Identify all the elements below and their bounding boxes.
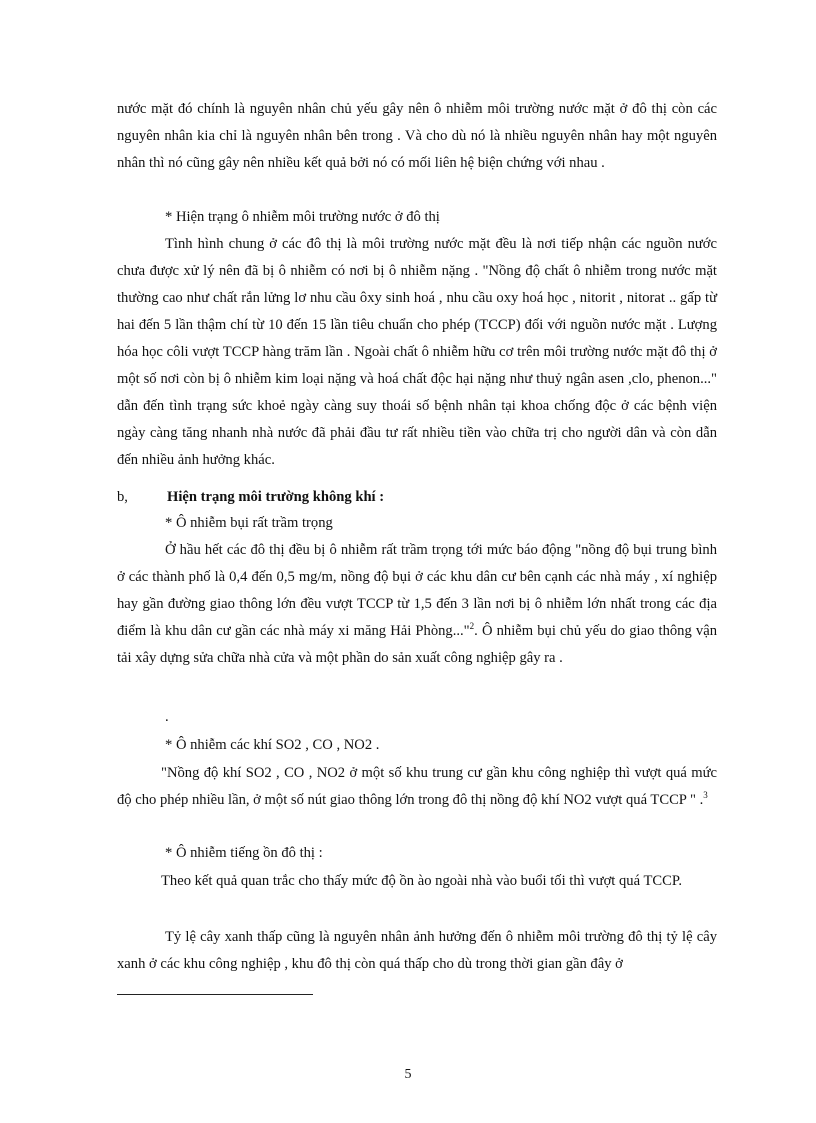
- heading-water-pollution: [117, 204, 717, 231]
- heading-text: * Ô nhiễm các khí SO2 , CO , NO2 .: [165, 737, 380, 753]
- paragraph-text: Theo kết quả quan trắc cho thấy mức độ ồn ào ngoài nhà vào buổi tối thì vượt quá TCCP.: [161, 873, 682, 889]
- paragraph-water-status: [117, 231, 717, 474]
- paragraph-gas: [117, 760, 717, 814]
- heading-noise: [117, 840, 717, 867]
- heading-text: * Ô nhiễm bụi rất trầm trọng: [165, 515, 333, 531]
- footnote-divider: [117, 994, 313, 995]
- heading-gas: [117, 732, 717, 759]
- paragraph-dust: [117, 537, 717, 672]
- paragraph-greenery: [117, 924, 717, 978]
- section-b-heading: [117, 484, 717, 511]
- paragraph-text-tail: . Ô nhiễm bụi chủ yếu do giao thông vận tải xây dựng sửa chữa nhà cửa và một phần do sản xuất công nghiệp gây ra .: [117, 623, 717, 666]
- paragraph-text: "Nồng độ khí SO2 , CO , NO2 ở một số khu trung cư gần khu công nghiệp thì vượt quá mức độ cho phép nhiều lần, ở một số nút giao thông lớn trong đô thị nồng độ khí NO2 vượt quá TCCP " .: [117, 765, 717, 808]
- heading-text: * Ô nhiễm tiếng ồn đô thị :: [165, 845, 323, 861]
- page-number: 5: [404, 1067, 412, 1082]
- stray-dot: .: [165, 709, 169, 725]
- section-label: b,: [117, 489, 128, 505]
- paragraph-text: Ở hầu hết các đô thị đều bị ô nhiễm rất trầm trọng tới mức báo động "nồng độ bụi trung bình ở các thành phố là 0,4 đến 0,5 mg/m, nồng độ bụi ở các khu dân cư bên cạnh các nhà máy , xí nghiệp hay gần đường giao thông lớn đều vượt TCCP từ 1,5 đến 3 lần nơi bị ô nhiễm lớn nhất trong các địa điểm là khu dân cư gần các nhà máy xi măng Hải Phòng...": [117, 542, 717, 639]
- paragraph-text: Tỷ lệ cây xanh thấp cũng là nguyên nhân ảnh hưởng đến ô nhiễm môi trường đô thị tỷ lệ cây xanh ở các khu công nghiệp , khu đô thị còn quá thấp cho dù trong thời gian gần đây ở: [117, 929, 717, 972]
- paragraph-noise: [117, 868, 717, 895]
- footnote-ref: 2: [469, 621, 475, 632]
- paragraph-text: nước mặt đó chính là nguyên nhân chủ yếu gây nên ô nhiễm môi trường nước mặt ở đô thị còn các nguyên nhân kia chỉ là nguyên nhân bên trong . Và cho dù nó là nhiều nguyên nhân hay một nguyên nhân thì nó cũng gây nên nhiều kết quả bởi nó có mối liên hệ biện chứng với nhau .: [117, 101, 717, 171]
- footnote-ref: 3: [703, 790, 708, 801]
- heading-text: * Hiện trạng ô nhiễm môi trường nước ở đô thị: [165, 209, 440, 225]
- heading-dust: [117, 510, 717, 537]
- section-title: Hiện trạng môi trường không khí :: [167, 489, 385, 505]
- paragraph-text: Tình hình chung ở các đô thị là môi trường nước mặt đều là nơi tiếp nhận các nguồn nước chưa được xử lý nên đã bị ô nhiễm có nơi bị ô nhiễm nặng . "Nồng độ chất ô nhiễm trong nước mặt thường cao như chất rắn lửng lơ nhu cầu ôxy sinh hoá , nhu cầu oxy hoá học , nitorit , nitorat .. gấp từ hai đến 5 lần thậm chí từ 10 đến 15 lần tiêu chuẩn cho phép (TCCP) đối với nguồn nước mặt . Lượng hóa học côli vượt TCCP hàng trăm lần . Ngoài chất ô nhiễm hữu cơ trên môi trường nước mặt đô thị ở một số nơi còn bị ô nhiễm kim loại nặng và hoá chất độc hại nặng như thuỷ ngân asen ,clo, phenon..." dẫn đến tình trạng sức khoẻ ngày càng suy thoái số bệnh nhân tại khoa chống độc ở các bệnh viện ngày càng tăng nhanh nhà nước đã phải đầu tư rất nhiều tiền vào chữa trị cho người dân và còn dẫn đến nhiều ảnh hưởng khác.: [117, 236, 717, 468]
- paragraph-causes: [117, 96, 717, 177]
